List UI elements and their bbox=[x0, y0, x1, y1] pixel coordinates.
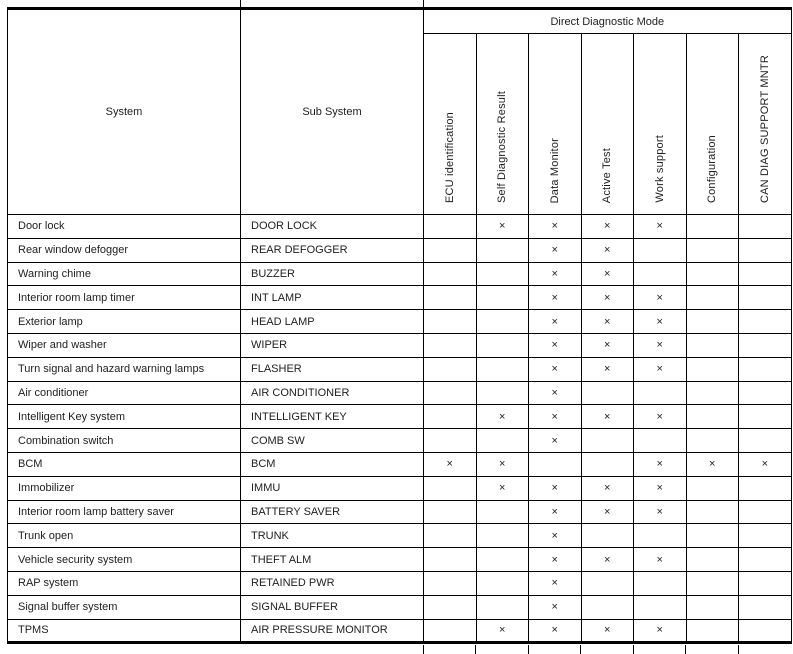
applicability-mark-cell: × bbox=[529, 524, 582, 548]
empty-mark-cell bbox=[476, 286, 529, 310]
empty-mark-cell bbox=[739, 500, 792, 524]
top-continuation-tick bbox=[240, 0, 241, 7]
sub-system-cell: BUZZER bbox=[241, 262, 424, 286]
bottom-continuation-tick bbox=[738, 645, 739, 654]
table-row bbox=[8, 571, 792, 595]
sub-system-cell: THEFT ALM bbox=[241, 548, 424, 572]
applicability-mark-cell: × bbox=[529, 333, 582, 357]
table-row bbox=[8, 286, 792, 310]
system-cell: Intelligent Key system bbox=[8, 405, 241, 429]
empty-mark-cell bbox=[686, 238, 739, 262]
sub-system-cell: HEAD LAMP bbox=[241, 310, 424, 334]
applicability-mark-cell: × bbox=[634, 310, 687, 334]
empty-mark-cell bbox=[476, 595, 529, 619]
applicability-mark-cell: × bbox=[581, 619, 634, 643]
applicability-mark-cell: × bbox=[476, 452, 529, 476]
applicability-mark-cell: × bbox=[529, 357, 582, 381]
bottom-continuation-tick bbox=[475, 645, 476, 654]
empty-mark-cell bbox=[686, 619, 739, 643]
empty-mark-cell bbox=[581, 381, 634, 405]
empty-mark-cell bbox=[424, 357, 477, 381]
system-cell: Combination switch bbox=[8, 429, 241, 453]
diagnostic-mode-column-label: CAN DIAG SUPPORT MNTR bbox=[758, 54, 771, 203]
applicability-mark-cell: × bbox=[634, 357, 687, 381]
diagnostic-mode-column-2 bbox=[476, 34, 529, 215]
diagnostic-mode-column-4 bbox=[581, 34, 634, 215]
table-row bbox=[8, 357, 792, 381]
empty-mark-cell bbox=[686, 476, 739, 500]
empty-mark-cell bbox=[581, 571, 634, 595]
applicability-mark-cell: × bbox=[529, 238, 582, 262]
applicability-mark-cell: × bbox=[529, 476, 582, 500]
empty-mark-cell bbox=[739, 524, 792, 548]
empty-mark-cell bbox=[686, 548, 739, 572]
empty-mark-cell bbox=[739, 429, 792, 453]
empty-mark-cell bbox=[686, 215, 739, 239]
system-cell: Exterior lamp bbox=[8, 310, 241, 334]
empty-mark-cell bbox=[739, 619, 792, 643]
sub-system-cell: AIR PRESSURE MONITOR bbox=[241, 619, 424, 643]
column-group-header-direct-diagnostic-mode: Direct Diagnostic Mode bbox=[424, 9, 792, 34]
empty-mark-cell bbox=[424, 310, 477, 334]
applicability-mark-cell: × bbox=[634, 548, 687, 572]
system-cell: Trunk open bbox=[8, 524, 241, 548]
empty-mark-cell bbox=[424, 215, 477, 239]
applicability-mark-cell: × bbox=[529, 381, 582, 405]
diagnostic-mode-column-label: Work support bbox=[653, 135, 666, 203]
applicability-mark-cell: × bbox=[424, 452, 477, 476]
applicability-mark-cell: × bbox=[529, 500, 582, 524]
table-row bbox=[8, 310, 792, 334]
empty-mark-cell bbox=[634, 238, 687, 262]
system-cell: RAP system bbox=[8, 571, 241, 595]
applicability-mark-cell: × bbox=[529, 310, 582, 334]
diagnostic-mode-column-1 bbox=[424, 34, 477, 215]
empty-mark-cell bbox=[686, 333, 739, 357]
table-row bbox=[8, 333, 792, 357]
empty-mark-cell bbox=[476, 381, 529, 405]
column-header-sub-system: Sub System bbox=[241, 9, 424, 215]
system-cell: Air conditioner bbox=[8, 381, 241, 405]
bottom-continuation-tick bbox=[685, 645, 686, 654]
system-cell: Interior room lamp battery saver bbox=[8, 500, 241, 524]
empty-mark-cell bbox=[424, 429, 477, 453]
applicability-mark-cell: × bbox=[634, 500, 687, 524]
applicability-mark-cell: × bbox=[529, 571, 582, 595]
applicability-mark-cell: × bbox=[739, 452, 792, 476]
empty-mark-cell bbox=[739, 215, 792, 239]
applicability-mark-cell: × bbox=[581, 500, 634, 524]
applicability-mark-cell: × bbox=[581, 262, 634, 286]
table-row bbox=[8, 548, 792, 572]
empty-mark-cell bbox=[476, 524, 529, 548]
applicability-mark-cell: × bbox=[634, 476, 687, 500]
table-row bbox=[8, 619, 792, 643]
applicability-mark-cell: × bbox=[581, 333, 634, 357]
table-row bbox=[8, 595, 792, 619]
diagnostic-mode-column-7 bbox=[739, 34, 792, 215]
empty-mark-cell bbox=[476, 310, 529, 334]
bottom-continuation-tick bbox=[528, 645, 529, 654]
applicability-mark-cell: × bbox=[476, 619, 529, 643]
applicability-mark-cell: × bbox=[476, 215, 529, 239]
applicability-mark-cell: × bbox=[581, 310, 634, 334]
sub-system-cell: AIR CONDITIONER bbox=[241, 381, 424, 405]
empty-mark-cell bbox=[476, 262, 529, 286]
empty-mark-cell bbox=[686, 500, 739, 524]
empty-mark-cell bbox=[424, 595, 477, 619]
sub-system-cell: INT LAMP bbox=[241, 286, 424, 310]
bottom-continuation-tick bbox=[423, 645, 424, 654]
system-cell: Wiper and washer bbox=[8, 333, 241, 357]
empty-mark-cell bbox=[739, 571, 792, 595]
table-row bbox=[8, 405, 792, 429]
empty-mark-cell bbox=[634, 381, 687, 405]
table-row bbox=[8, 381, 792, 405]
applicability-mark-cell: × bbox=[529, 429, 582, 453]
empty-mark-cell bbox=[686, 429, 739, 453]
empty-mark-cell bbox=[424, 476, 477, 500]
empty-mark-cell bbox=[634, 595, 687, 619]
system-cell: Interior room lamp timer bbox=[8, 286, 241, 310]
empty-mark-cell bbox=[739, 238, 792, 262]
empty-mark-cell bbox=[686, 571, 739, 595]
table-row bbox=[8, 500, 792, 524]
empty-mark-cell bbox=[424, 619, 477, 643]
system-cell: Immobilizer bbox=[8, 476, 241, 500]
applicability-mark-cell: × bbox=[634, 286, 687, 310]
sub-system-cell: BCM bbox=[241, 452, 424, 476]
empty-mark-cell bbox=[739, 262, 792, 286]
empty-mark-cell bbox=[476, 333, 529, 357]
empty-mark-cell bbox=[686, 310, 739, 334]
system-cell: Signal buffer system bbox=[8, 595, 241, 619]
applicability-mark-cell: × bbox=[476, 476, 529, 500]
applicability-mark-cell: × bbox=[581, 476, 634, 500]
applicability-mark-cell: × bbox=[581, 215, 634, 239]
empty-mark-cell bbox=[424, 262, 477, 286]
empty-mark-cell bbox=[686, 595, 739, 619]
system-cell: BCM bbox=[8, 452, 241, 476]
sub-system-cell: COMB SW bbox=[241, 429, 424, 453]
empty-mark-cell bbox=[424, 405, 477, 429]
empty-mark-cell bbox=[424, 333, 477, 357]
empty-mark-cell bbox=[424, 238, 477, 262]
applicability-mark-cell: × bbox=[581, 286, 634, 310]
empty-mark-cell bbox=[739, 310, 792, 334]
applicability-mark-cell: × bbox=[529, 286, 582, 310]
empty-mark-cell bbox=[634, 524, 687, 548]
table-row bbox=[8, 429, 792, 453]
applicability-mark-cell: × bbox=[529, 262, 582, 286]
applicability-mark-cell: × bbox=[529, 595, 582, 619]
empty-mark-cell bbox=[739, 357, 792, 381]
system-cell: Rear window defogger bbox=[8, 238, 241, 262]
diagnostic-mode-column-label: Active Test bbox=[601, 147, 614, 203]
empty-mark-cell bbox=[581, 524, 634, 548]
empty-mark-cell bbox=[739, 476, 792, 500]
system-cell: Warning chime bbox=[8, 262, 241, 286]
direct-diagnostic-mode-table bbox=[7, 7, 792, 644]
diagnostic-mode-column-6 bbox=[686, 34, 739, 215]
table-row bbox=[8, 524, 792, 548]
table-row bbox=[8, 476, 792, 500]
applicability-mark-cell: × bbox=[581, 405, 634, 429]
empty-mark-cell bbox=[634, 262, 687, 286]
applicability-mark-cell: × bbox=[529, 215, 582, 239]
empty-mark-cell bbox=[686, 381, 739, 405]
empty-mark-cell bbox=[476, 571, 529, 595]
empty-mark-cell bbox=[634, 571, 687, 595]
applicability-mark-cell: × bbox=[529, 405, 582, 429]
diagnostic-mode-column-3 bbox=[529, 34, 582, 215]
table-row bbox=[8, 238, 792, 262]
applicability-mark-cell: × bbox=[476, 405, 529, 429]
applicability-mark-cell: × bbox=[581, 548, 634, 572]
sub-system-cell: DOOR LOCK bbox=[241, 215, 424, 239]
system-cell: TPMS bbox=[8, 619, 241, 643]
sub-system-cell: RETAINED PWR bbox=[241, 571, 424, 595]
applicability-mark-cell: × bbox=[634, 215, 687, 239]
diagnostic-mode-column-label: Self Diagnostic Result bbox=[496, 90, 509, 203]
empty-mark-cell bbox=[739, 548, 792, 572]
applicability-mark-cell: × bbox=[686, 452, 739, 476]
empty-mark-cell bbox=[581, 452, 634, 476]
sub-system-cell: INTELLIGENT KEY bbox=[241, 405, 424, 429]
system-cell: Door lock bbox=[8, 215, 241, 239]
applicability-mark-cell: × bbox=[529, 548, 582, 572]
applicability-mark-cell: × bbox=[634, 333, 687, 357]
empty-mark-cell bbox=[634, 429, 687, 453]
empty-mark-cell bbox=[739, 381, 792, 405]
empty-mark-cell bbox=[686, 357, 739, 381]
system-cell: Vehicle security system bbox=[8, 548, 241, 572]
diagnostic-mode-column-label: ECU identification bbox=[443, 111, 456, 203]
diagnostic-mode-column-label: Configuration bbox=[706, 134, 719, 203]
empty-mark-cell bbox=[529, 452, 582, 476]
top-continuation-tick bbox=[423, 0, 424, 7]
empty-mark-cell bbox=[581, 429, 634, 453]
empty-mark-cell bbox=[686, 405, 739, 429]
sub-system-cell: TRUNK bbox=[241, 524, 424, 548]
empty-mark-cell bbox=[424, 548, 477, 572]
empty-mark-cell bbox=[424, 571, 477, 595]
applicability-mark-cell: × bbox=[634, 405, 687, 429]
empty-mark-cell bbox=[476, 238, 529, 262]
table-row bbox=[8, 452, 792, 476]
empty-mark-cell bbox=[686, 524, 739, 548]
empty-mark-cell bbox=[739, 595, 792, 619]
empty-mark-cell bbox=[476, 548, 529, 572]
sub-system-cell: FLASHER bbox=[241, 357, 424, 381]
sub-system-cell: IMMU bbox=[241, 476, 424, 500]
applicability-mark-cell: × bbox=[634, 619, 687, 643]
table-row bbox=[8, 262, 792, 286]
empty-mark-cell bbox=[424, 524, 477, 548]
system-cell: Turn signal and hazard warning lamps bbox=[8, 357, 241, 381]
sub-system-cell: WIPER bbox=[241, 333, 424, 357]
sub-system-cell: REAR DEFOGGER bbox=[241, 238, 424, 262]
applicability-mark-cell: × bbox=[634, 452, 687, 476]
bottom-continuation-tick bbox=[633, 645, 634, 654]
empty-mark-cell bbox=[739, 333, 792, 357]
sub-system-cell: BATTERY SAVER bbox=[241, 500, 424, 524]
applicability-mark-cell: × bbox=[529, 619, 582, 643]
empty-mark-cell bbox=[739, 286, 792, 310]
empty-mark-cell bbox=[476, 357, 529, 381]
applicability-mark-cell: × bbox=[581, 238, 634, 262]
diagnostic-mode-column-label: Data Monitor bbox=[548, 137, 561, 203]
column-header-system: System bbox=[8, 9, 241, 215]
empty-mark-cell bbox=[424, 286, 477, 310]
empty-mark-cell bbox=[424, 500, 477, 524]
empty-mark-cell bbox=[739, 405, 792, 429]
diagnostic-mode-column-5 bbox=[634, 34, 687, 215]
empty-mark-cell bbox=[686, 262, 739, 286]
bottom-continuation-tick bbox=[580, 645, 581, 654]
empty-mark-cell bbox=[424, 381, 477, 405]
applicability-mark-cell: × bbox=[581, 357, 634, 381]
empty-mark-cell bbox=[581, 595, 634, 619]
sub-system-cell: SIGNAL BUFFER bbox=[241, 595, 424, 619]
empty-mark-cell bbox=[686, 286, 739, 310]
empty-mark-cell bbox=[476, 429, 529, 453]
table-row bbox=[8, 215, 792, 239]
empty-mark-cell bbox=[476, 500, 529, 524]
